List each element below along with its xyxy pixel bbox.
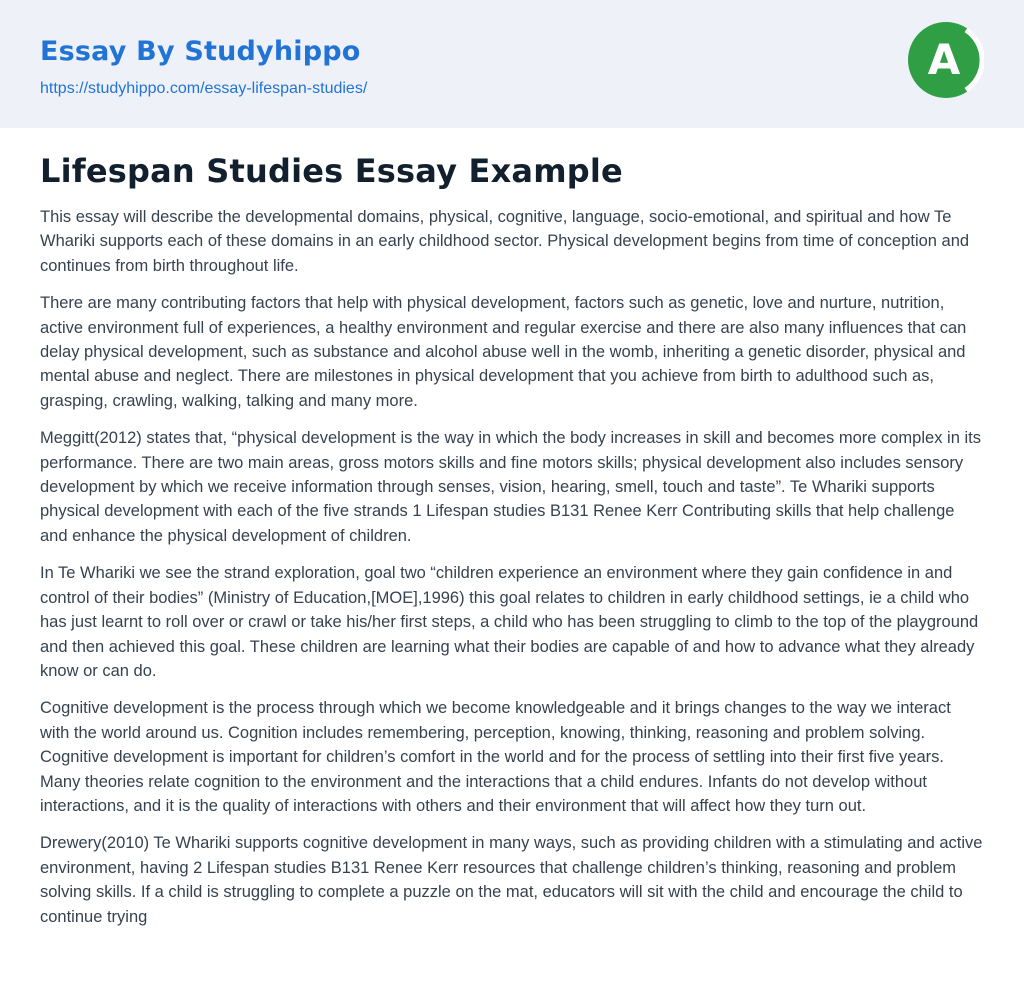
essay-title: Lifespan Studies Essay Example: [40, 152, 623, 190]
essay-document: [0, 128, 1024, 929]
site-title: Essay By Studyhippo: [40, 36, 361, 67]
essay-paragraph-4: In Te Whariki we see the strand exploration, goal two “children experience an environment where they gain confidence in and control of their bodies” (Ministry of Education,[MOE],1996) this goal relates to children in early childhood settings, ie a child who has just learnt to roll over or crawl or take his/her first steps, a child who has been struggling to climb to the top of the playground and then achieved this goal. These children are learning what their bodies are capable of and how to advance what they already know or can do.: [40, 564, 979, 680]
page-header: [0, 0, 1024, 128]
studyhippo-logo-icon: [908, 22, 984, 98]
studyhippo-logo: [908, 22, 984, 98]
essay-paragraph-3: Meggitt(2012) states that, “physical development is the way in which the body increases in skill and becomes more complex in its performance. There are two main areas, gross motors skills and fine motors skills; physical development also includes sensory development by which we receive information through senses, vision, hearing, smell, touch and taste”. Te Whariki supports physical development with each of the five strands 1 Lifespan studies B131 Renee Kerr Contributing skills that help challenge and enhance the physical development of children.: [40, 429, 981, 545]
essay-paragraph-1: This essay will describe the developmental domains, physical, cognitive, language, socio-emotional, and spiritual and how Te Whariki supports each of these domains in an early childhood sector. Physical development begins from time of conception and continues from birth throughout life.: [40, 208, 970, 275]
essay-paragraph-2: There are many contributing factors that help with physical development, factors such as genetic, love and nurture, nutrition, active environment full of experiences, a healthy environment and regular exercise and there are also many influences that can delay physical development, such as substance and alcohol abuse well in the womb, inheriting a genetic disorder, physical and mental abuse and neglect. There are milestones in physical development that you achieve from birth to adulthood such as, grasping, crawling, walking, talking and many more.: [40, 294, 967, 410]
essay-url-link[interactable]: https://studyhippo.com/essay-lifespan-studies/: [40, 80, 368, 97]
essay-paragraph-6: Drewery(2010) Te Whariki supports cognitive development in many ways, such as providing children with a stimulating and active environment, having 2 Lifespan studies B131 Renee Kerr resources that challenge children’s thinking, reasoning and problem solving skills. If a child is struggling to complete a puzzle on the mat, educators will sit with the child and encourage the child to continue trying: [40, 834, 983, 926]
essay-paragraph-5: Cognitive development is the process through which we become knowledgeable and it brings changes to the way we interact with the world around us. Cognition includes remembering, perception, knowing, thinking, reasoning and problem solving. Cognitive development is important for children’s comfort in the world and for the process of settling into their first five years. Many theories relate cognition to the environment and the interactions that a child endures. Infants do not develop without interactions, and it is the quality of interactions with others and their environment that will affect how they turn out.: [40, 699, 951, 815]
logo-letter-a: A: [927, 35, 961, 84]
